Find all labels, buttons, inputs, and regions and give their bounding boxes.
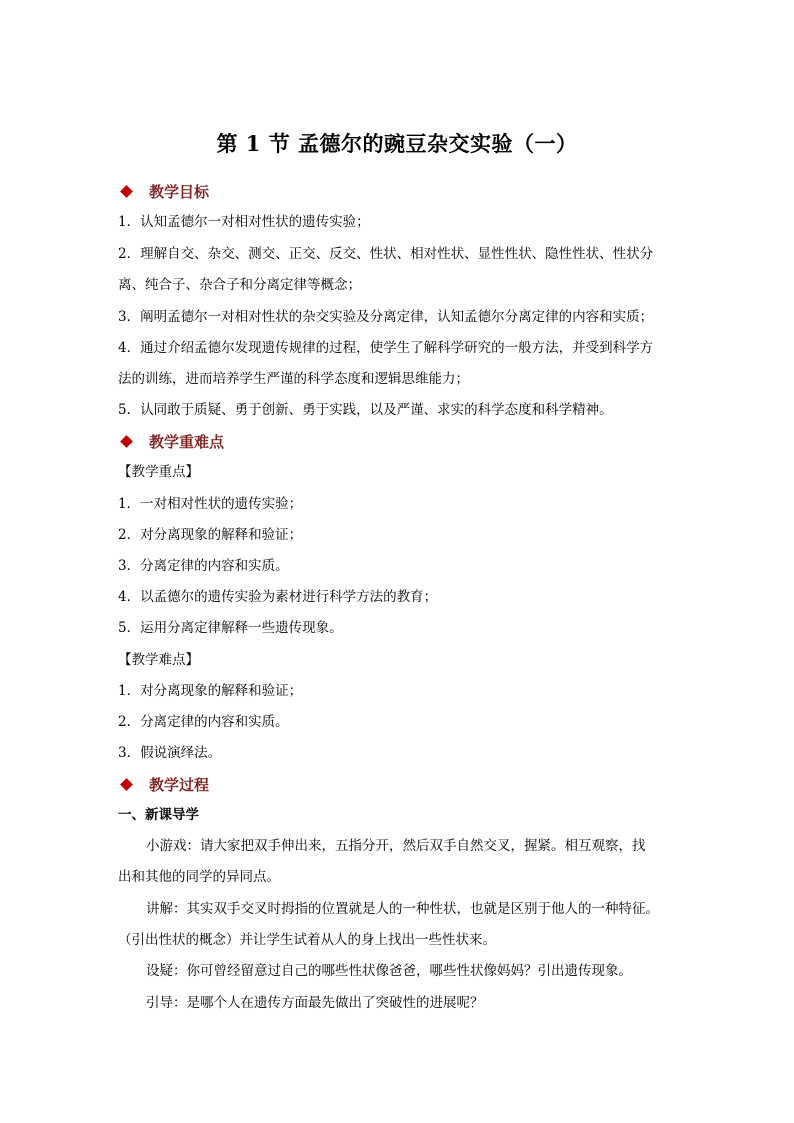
focus-line: 5．运用分离定律解释一些遗传现象。 — [118, 620, 343, 636]
process-paragraph: 设疑：你可曾经留意过自己的哪些性状像爸爸，哪些性状像妈妈？引出遗传现象。 — [146, 963, 632, 979]
section-heading-process — [120, 774, 209, 795]
diamond-bullet-icon — [120, 778, 133, 791]
page-title: 第 1 节 孟德尔的豌豆杂交实验（一） — [216, 131, 578, 156]
focus-line: 1．一对相对性状的遗传实验； — [118, 496, 303, 512]
goal-line: 法的训练，进而培养学生严谨的科学态度和逻辑思维能力； — [118, 371, 469, 387]
section-heading-label: 教学过程 — [149, 776, 210, 794]
section-heading-label: 教学目标 — [149, 183, 210, 201]
difficulty-line: 3．假说演绎法。 — [118, 745, 222, 761]
goal-line: 5．认同敢于质疑、勇于创新、勇于实践，以及严谨、求实的科学态度和科学精神。 — [118, 402, 613, 418]
focus-line: 3．分离定律的内容和实质。 — [118, 558, 289, 574]
difficulty-line: 2．分离定律的内容和实质。 — [118, 714, 289, 730]
process-paragraph: 引导：是哪个人在遗传方面最先做出了突破性的进展呢？ — [146, 995, 484, 1011]
goal-line: 1．认知孟德尔一对相对性状的遗传实验； — [118, 214, 370, 230]
sub-heading: 一、新课导学 — [118, 807, 199, 823]
process-paragraph: 小游戏：请大家把双手伸出来，五指分开，然后双手自然交叉，握紧。相互观察，找 — [146, 838, 646, 854]
focus-line: 4．以孟德尔的遗传实验为素材进行科学方法的教育； — [118, 589, 438, 605]
goal-line: 4．通过介绍孟德尔发现遗传规律的过程，使学生了解科学研究的一般方法，并受到科学方 — [118, 340, 654, 356]
diamond-bullet-icon — [120, 435, 133, 448]
difficulty-label: 【教学难点】 — [118, 652, 199, 668]
section-heading-key-points — [120, 431, 224, 452]
focus-label: 【教学重点】 — [118, 464, 199, 480]
section-heading-goals — [120, 181, 209, 202]
goal-line: 2．理解自交、杂交、测交、正交、反交、性状、相对性状、显性性状、隐性性状、性状分 — [118, 246, 654, 262]
process-paragraph: （引出性状的概念）并让学生试着从人的身上找出一些性状来。 — [118, 932, 496, 948]
goal-line: 3．阐明孟德尔一对相对性状的杂交实验及分离定律，认知孟德尔分离定律的内容和实质； — [118, 309, 654, 325]
process-paragraph: 讲解：其实双手交叉时拇指的位置就是人的一种性状，也就是区别于他人的一种特征。 — [146, 901, 659, 917]
section-heading-label: 教学重难点 — [149, 433, 225, 451]
diamond-bullet-icon — [120, 185, 133, 198]
difficulty-line: 1．对分离现象的解释和验证； — [118, 683, 303, 699]
goal-line: 离、纯合子、杂合子和分离定律等概念； — [118, 277, 361, 293]
process-paragraph: 出和其他的同学的异同点。 — [118, 869, 280, 885]
focus-line: 2．对分离现象的解释和验证； — [118, 527, 303, 543]
